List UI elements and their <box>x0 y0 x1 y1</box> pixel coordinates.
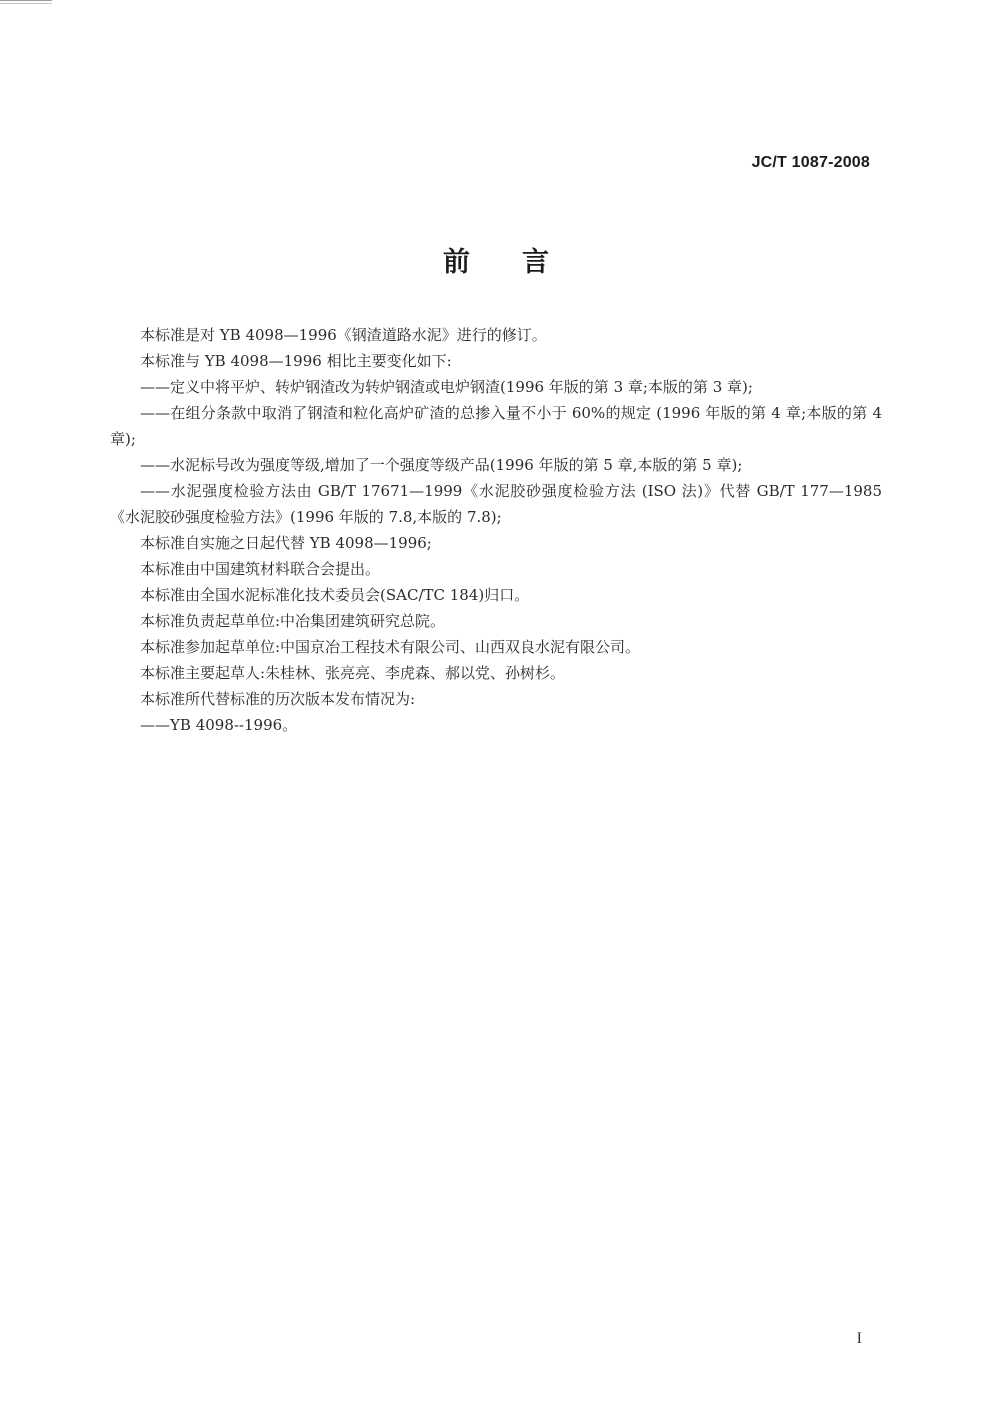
paragraph-committee: 本标准由全国水泥标准化技术委员会(SAC/TC 184)归口。 <box>140 586 530 604</box>
paragraph-history-version: ——YB 4098--1996。 <box>140 716 298 734</box>
paragraph-change-definition: ——定义中将平炉、转炉钢渣改为转炉钢渣或电炉钢渣(1996 年版的第 3 章;本版的第 3 章); <box>140 378 753 396</box>
paragraph-replacement: 本标准自实施之日起代替 YB 4098—1996; <box>140 534 432 552</box>
paragraph-change-composition: ——在组分条款中取消了钢渣和粒化高炉矿渣的总掺入量不小于 60%的规定 (1996 年版的第 4 章;本版的第 4 章); <box>110 404 882 448</box>
page-number: I <box>856 1330 862 1347</box>
preface-body <box>110 322 882 738</box>
paragraph-changes-intro: 本标准与 YB 4098—1996 相比主要变化如下: <box>140 352 452 370</box>
paragraph-change-test-method: ——水泥强度检验方法由 GB/T 17671—1999《水泥胶砂强度检验方法 (ISO 法)》代替 GB/T 177—1985《水泥胶砂强度检验方法》(1996 年版的 7.8,本版的 7.8); <box>110 482 882 526</box>
paragraph-participating-drafters: 本标准参加起草单位:中国京冶工程技术有限公司、山西双良水泥有限公司。 <box>140 638 641 656</box>
paragraph-change-strength-grade: ——水泥标号改为强度等级,增加了一个强度等级产品(1996 年版的第 5 章,本版的第 5 章); <box>140 456 743 474</box>
paragraph-proposer: 本标准由中国建筑材料联合会提出。 <box>140 560 381 578</box>
paragraph-history-intro: 本标准所代替标准的历次版本发布情况为: <box>140 690 416 708</box>
paragraph-main-drafters: 本标准主要起草人:朱桂林、张亮亮、李虎森、郝以党、孙树杉。 <box>140 664 566 682</box>
paragraph-revision-statement: 本标准是对 YB 4098—1996《钢渣道路水泥》进行的修订。 <box>140 326 547 344</box>
scan-artifact-line <box>0 0 52 4</box>
page-title: 前言 <box>443 247 601 278</box>
standard-code: JC/T 1087-2008 <box>751 154 870 171</box>
paragraph-lead-drafter: 本标准负责起草单位:中冶集团建筑研究总院。 <box>140 612 446 630</box>
